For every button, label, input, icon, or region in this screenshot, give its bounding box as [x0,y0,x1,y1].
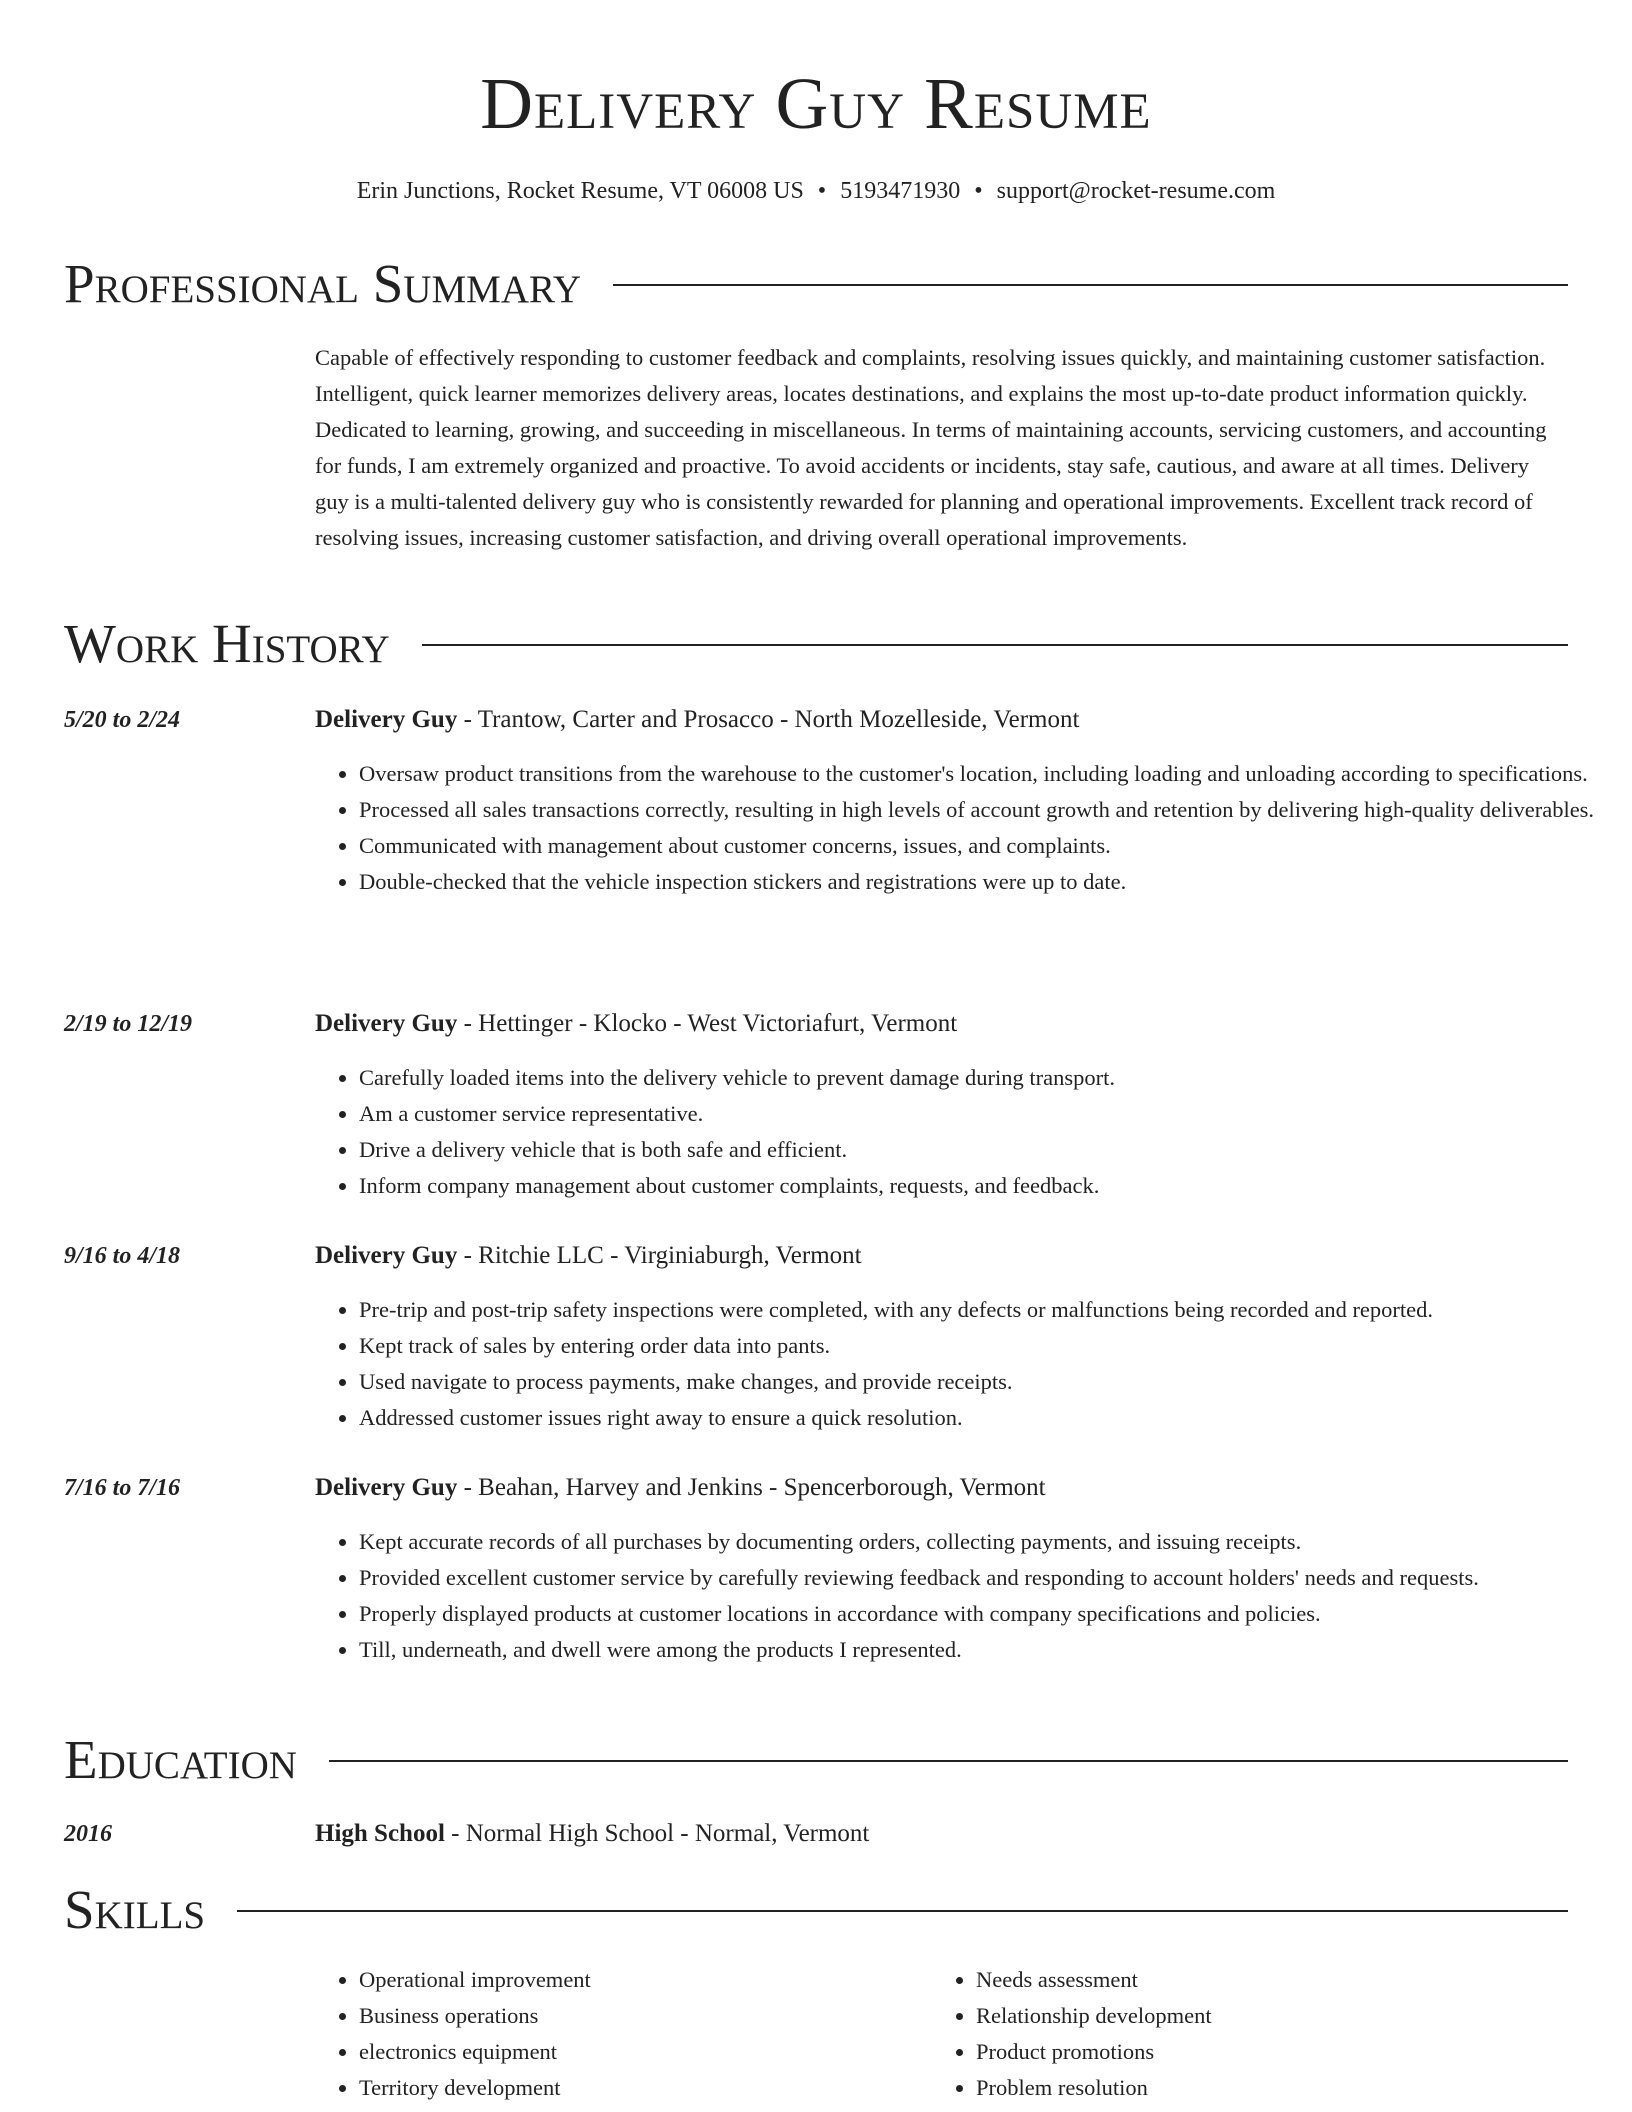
section-header-skills [64,1878,1568,1942]
job-heading [315,1238,1568,1274]
contact-line [0,175,1632,207]
job-dates: 5/20 to 2/24 [64,707,181,733]
section-title-education: Education [64,1729,297,1790]
job-bullet: • Addressed customer issues right away to ensure a quick resolution. [359,1400,1612,1436]
job-bullet: • Kept track of sales by entering order data into pants. [359,1328,1612,1364]
contact-phone[interactable]: 5193471930 [840,178,961,204]
job-bullet: • Kept accurate records of all purchases by documenting orders, collecting payments, and issuing receipts. [359,1524,1612,1560]
section-divider [613,284,1568,286]
skill-item: • electronics equipment [359,2034,929,2070]
job-bullet: • Provided excellent customer service by carefully reviewing feedback and responding to account holders' needs and requests. [359,1560,1612,1596]
job-bullets [315,756,1612,900]
education-year: 2016 [64,1821,112,1847]
job-role: Delivery Guy [315,1242,458,1269]
contact-email[interactable]: support@rocket-resume.com [996,178,1276,204]
job-bullet: • Double-checked that the vehicle inspection stickers and registrations were up to date. [359,864,1612,900]
skill-item: • Product promotions [976,2034,1546,2070]
job-role: Delivery Guy [315,1474,458,1501]
section-header-education [64,1728,1568,1792]
skill-item: • Territory development [359,2070,929,2106]
contact-separator: • [817,178,827,204]
job-details: - Hettinger - Klocko - West Victoriafurt, Vermont [457,1010,958,1037]
education-heading [315,1816,1568,1852]
job-heading [315,702,1568,738]
skill-item: • Business operations [359,1998,929,2034]
resume-title: Delivery Guy Resume [480,63,1152,144]
job-heading [315,1470,1568,1506]
skills-list-left [315,1962,929,2106]
job-bullet: • Carefully loaded items into the delivery vehicle to prevent damage during transport. [359,1060,1612,1096]
section-divider [237,1910,1568,1912]
skills-list-right [932,1962,1546,2106]
section-title-summary: Professional Summary [64,253,582,314]
job-details: - Beahan, Harvey and Jenkins - Spencerborough, Vermont [457,1474,1046,1501]
job-role: Delivery Guy [315,1010,458,1037]
job-bullet: • Properly displayed products at customer locations in accordance with company specifications and policies. [359,1596,1612,1632]
job-bullet: • Inform company management about customer complaints, requests, and feedback. [359,1168,1612,1204]
job-dates: 2/19 to 12/19 [64,1011,193,1037]
job-role: Delivery Guy [315,706,458,733]
job-bullet: • Am a customer service representative. [359,1096,1612,1132]
section-title-skills: Skills [64,1879,206,1940]
skill-item: • Operational improvement [359,1962,929,1998]
education-details: - Normal High School - Normal, Vermont [444,1820,870,1847]
job-heading [315,1006,1568,1042]
job-dates: 9/16 to 4/18 [64,1243,181,1269]
education-entry [64,1816,1568,1852]
job-bullet: • Communicated with management about customer concerns, issues, and complaints. [359,828,1612,864]
job-bullets [315,1292,1612,1436]
job-bullet: • Processed all sales transactions correctly, resulting in high levels of account growth and retention by delivering high-quality deliverables. [359,792,1612,828]
skill-item: • Problem resolution [976,2070,1546,2106]
job-details: - Trantow, Carter and Prosacco - North Mozelleside, Vermont [457,706,1080,733]
job-bullets [315,1524,1612,1668]
job-bullet: • Till, underneath, and dwell were among the products I represented. [359,1632,1612,1668]
education-degree: High School [315,1820,445,1847]
summary-text: Capable of effectively responding to customer feedback and complaints, resolving issues quickly, and maintaining customer satisfaction. Intelligent, quick learner memorizes delivery areas, locates destinations, and explains the most up-to-date product information quickly. Dedicated to learning, growing, and succeeding in miscellaneous. In terms of maintaining accounts, servicing customers, and accounting for funds, I am extremely organized and proactive. To avoid accidents or incidents, stay safe, cautious, and aware at all times. Delivery guy is a multi-talented delivery guy who is consistently rewarded for planning and operational improvements. Excellent track record of resolving issues, increasing customer satisfaction, and driving overall operational improvements. [315,345,1547,550]
section-divider [422,644,1568,646]
job-dates: 7/16 to 7/16 [64,1475,181,1501]
section-header-work [64,612,1568,676]
job-details: - Ritchie LLC - Virginiaburgh, Vermont [457,1242,862,1269]
job-bullet: • Used navigate to process payments, make changes, and provide receipts. [359,1364,1612,1400]
contact-separator: • [974,178,983,204]
job-bullet: • Pre-trip and post-trip safety inspections were completed, with any defects or malfunctions being recorded and reported. [359,1292,1612,1328]
section-title-work: Work History [64,613,390,674]
job-bullet: • Drive a delivery vehicle that is both safe and efficient. [359,1132,1612,1168]
job-bullets [315,1060,1612,1204]
section-header-summary [64,252,1568,316]
contact-address: Erin Junctions, Rocket Resume, VT 06008 US [356,178,804,204]
job-bullet: • Oversaw product transitions from the warehouse to the customer's location, including loading and unloading according to specifications. [359,756,1612,792]
skill-item: • Relationship development [976,1998,1546,2034]
section-divider [329,1760,1568,1762]
skill-item: • Needs assessment [976,1962,1546,1998]
